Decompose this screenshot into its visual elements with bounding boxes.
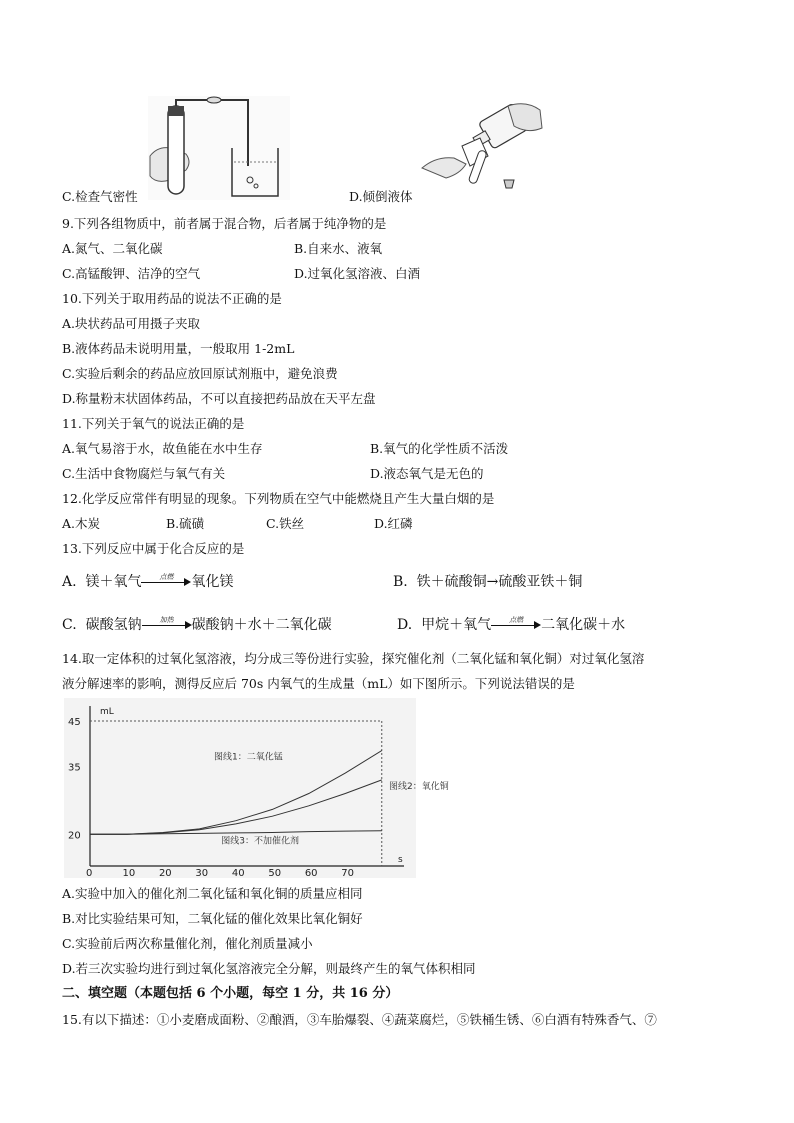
q13-option-b	[393, 574, 582, 590]
q13-a-products: 氧化镁	[191, 574, 234, 590]
x-tick-label: 10	[122, 868, 136, 879]
y-tick-label: 45	[68, 717, 81, 729]
q9-option-c: C.高锰酸钾、洁净的空气	[62, 266, 201, 281]
q13-c-reactants: 碳酸氢钠	[85, 617, 142, 633]
q13-d-products: 二氧化碳＋水	[541, 617, 626, 633]
q10-option-c: C.实验后剩余的药品应放回原试剂瓶中，避免浪费	[62, 366, 338, 381]
pouring-liquid-image	[422, 98, 548, 192]
reaction-arrow	[141, 574, 191, 590]
x-tick-label: 70	[341, 868, 355, 879]
reaction-arrow	[142, 617, 192, 633]
x-tick-label: 40	[231, 868, 245, 879]
q12-option-d: D.红磷	[374, 516, 413, 531]
x-tick-label: 20	[158, 868, 172, 879]
q12-option-a: A.木炭	[62, 516, 101, 531]
q14-stem-line1: 14.取一定体积的过氧化氢溶液，均分成三等份进行实验，探究催化剂（二氧化锰和氧化铜）对过氧化氢溶	[62, 651, 645, 666]
option-d-pouring: D.倾倒液体	[349, 189, 413, 204]
reaction-condition: 加热	[159, 616, 174, 624]
q9-stem: 9.下列各组物质中，前者属于混合物，后者属于纯净物的是	[62, 216, 387, 231]
reaction-condition: 点燃	[509, 616, 524, 624]
q11-stem: 11.下列关于氧气的说法正确的是	[62, 416, 245, 431]
q12-option-c: C.铁丝	[266, 516, 305, 531]
q13-c-label: C.	[62, 617, 77, 633]
series-label-2: 图线2：氧化铜	[389, 782, 449, 792]
q12-option-b: B.硫磺	[166, 516, 205, 531]
x-axis-label: s	[398, 855, 403, 865]
q11-option-b: B.氧气的化学性质不活泼	[370, 441, 509, 456]
q11-option-d: D.液态氧气是无色的	[370, 466, 484, 481]
q13-b-equation: 铁＋硫酸铜→硫酸亚铁＋铜	[416, 574, 583, 590]
q13-b-label: B.	[393, 574, 408, 590]
airtightness-check-image	[148, 96, 290, 200]
series-line-2	[90, 780, 382, 834]
reaction-condition: 点燃	[159, 573, 174, 581]
q9-option-d: D.过氧化氢溶液、白酒	[294, 266, 421, 281]
q15-stem: 15.有以下描述：①小麦磨成面粉、②酿酒，③车胎爆裂、④蔬菜腐烂，⑤铁桶生锈、⑥白酒有特殊香气、⑦	[62, 1012, 657, 1027]
q13-a-label: A.	[62, 574, 77, 590]
q14-option-b: B.对比实验结果可知，二氧化锰的催化效果比氧化铜好	[62, 911, 363, 926]
x-tick-label: 0	[86, 868, 93, 879]
q10-option-d: D.称量粉末状固体药品，不可以直接把药品放在天平左盘	[62, 391, 376, 406]
q13-d-reactants: 甲烷＋氧气	[421, 617, 492, 633]
series-label-3: 图线3：不加催化剂	[221, 836, 300, 847]
q14-option-a: A.实验中加入的催化剂二氧化锰和氧化铜的质量应相同	[62, 886, 363, 901]
option-c-airtightness: C.检查气密性	[62, 189, 138, 204]
q14-option-d: D.若三次实验均进行到过氧化氢溶液完全分解，则最终产生的氧气体积相同	[62, 961, 476, 976]
q13-d-label: D.	[397, 617, 413, 633]
q12-stem: 12.化学反应常伴有明显的现象。下列物质在空气中能燃烧且产生大量白烟的是	[62, 491, 495, 506]
q11-option-c: C.生活中食物腐烂与氧气有关	[62, 466, 226, 481]
q11-option-a: A.氧气易溶于水，故鱼能在水中生存	[62, 441, 263, 456]
oxygen-volume-chart	[64, 698, 449, 879]
y-tick-label: 20	[68, 830, 81, 842]
q9-option-a: A.氮气、二氧化碳	[62, 241, 163, 256]
series-label-1: 图线1：二氧化锰	[214, 752, 283, 763]
section-2-title: 二、填空题（本题包括 6 个小题，每空 1 分，共 16 分）	[62, 986, 399, 1001]
q13-option-d	[397, 617, 625, 633]
q13-a-reactants: 镁＋氧气	[85, 574, 142, 590]
q10-option-b: B.液体药品未说明用量，一般取用 1-2mL	[62, 341, 295, 356]
reaction-arrow	[491, 617, 541, 633]
y-tick-label: 35	[68, 762, 81, 774]
series-line-1	[90, 751, 382, 835]
q13-stem: 13.下列反应中属于化合反应的是	[62, 541, 245, 556]
q9-option-b: B.自来水、液氧	[294, 241, 383, 256]
q14-stem-line2: 液分解速率的影响，测得反应后 70s 内氧气的生成量（mL）如下图所示。下列说法错误的是	[62, 676, 575, 691]
q10-stem: 10.下列关于取用药品的说法不正确的是	[62, 291, 282, 306]
x-tick-label: 60	[304, 868, 318, 879]
q10-option-a: A.块状药品可用摄子夹取	[62, 316, 201, 331]
series-line-3	[90, 831, 382, 835]
x-tick-label: 50	[268, 868, 282, 879]
q14-option-c: C.实验前后两次称量催化剂，催化剂质量减小	[62, 936, 313, 951]
x-tick-label: 30	[195, 868, 209, 879]
q13-option-c	[62, 617, 332, 633]
y-axis-label: mL	[100, 707, 114, 717]
q13-option-a	[62, 574, 233, 590]
q13-c-products: 碳酸钠＋水＋二氧化碳	[191, 617, 332, 633]
